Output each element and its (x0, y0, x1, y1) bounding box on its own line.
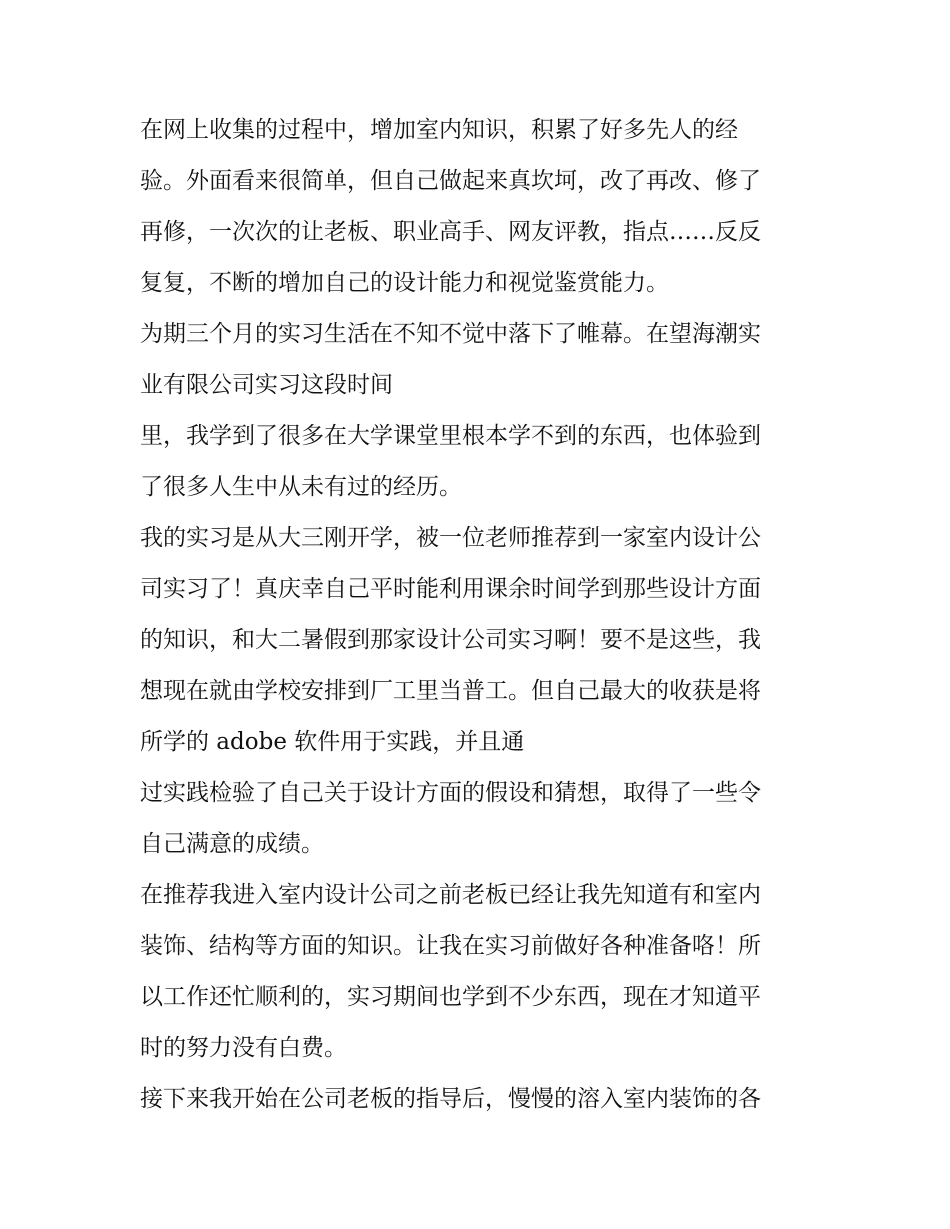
text-line: 验。外面看来很简单，但自己做起来真坎坷，改了再改、修了 (140, 168, 761, 194)
text-line: 在网上收集的过程中，增加室内知识，积累了好多先人的经 (140, 117, 738, 143)
text-line: 以工作还忙顺利的，实习期间也学到不少东西，现在才知道平 (140, 984, 761, 1010)
text-line: 时的努力没有白费。 (140, 1035, 347, 1061)
text-line: 里，我学到了很多在大学课堂里根本学不到的东西，也体验到 (140, 423, 761, 449)
text-line: 业有限公司实习这段时间 (140, 372, 393, 398)
text-line: 过实践检验了自己关于设计方面的假设和猜想，取得了一些令 (140, 780, 761, 806)
text-line: 装饰、结构等方面的知识。让我在实习前做好各种准备咯！所 (140, 933, 761, 959)
text-line: 了很多人生中从未有过的经历。 (140, 474, 462, 500)
text-line: 想现在就由学校安排到厂工里当普工。但自己最大的收获是将 (140, 678, 761, 704)
text-line: 复复，不断的增加自己的设计能力和视觉鉴赏能力。 (140, 270, 669, 296)
text-line: 司实习了！真庆幸自己平时能利用课余时间学到那些设计方面 (140, 576, 761, 602)
text-line: 所学的 adobe 软件用于实践，并且通 (140, 729, 525, 755)
text-line: 接下来我开始在公司老板的指导后，慢慢的溶入室内装饰的各 (140, 1086, 761, 1112)
text-line: 再修，一次次的让老板、职业高手、网友评教，指点……反反 (140, 219, 761, 245)
document-body (140, 105, 812, 1125)
text-line: 的知识，和大二暑假到那家设计公司实习啊！要不是这些，我 (140, 627, 761, 653)
text-line: 为期三个月的实习生活在不知不觉中落下了帷幕。在望海潮实 (140, 321, 761, 347)
text-line: 在推荐我进入室内设计公司之前老板已经让我先知道有和室内 (140, 882, 761, 908)
text-line: 我的实习是从大三刚开学，被一位老师推荐到一家室内设计公 (140, 525, 761, 551)
text-line: 自己满意的成绩。 (140, 831, 324, 857)
